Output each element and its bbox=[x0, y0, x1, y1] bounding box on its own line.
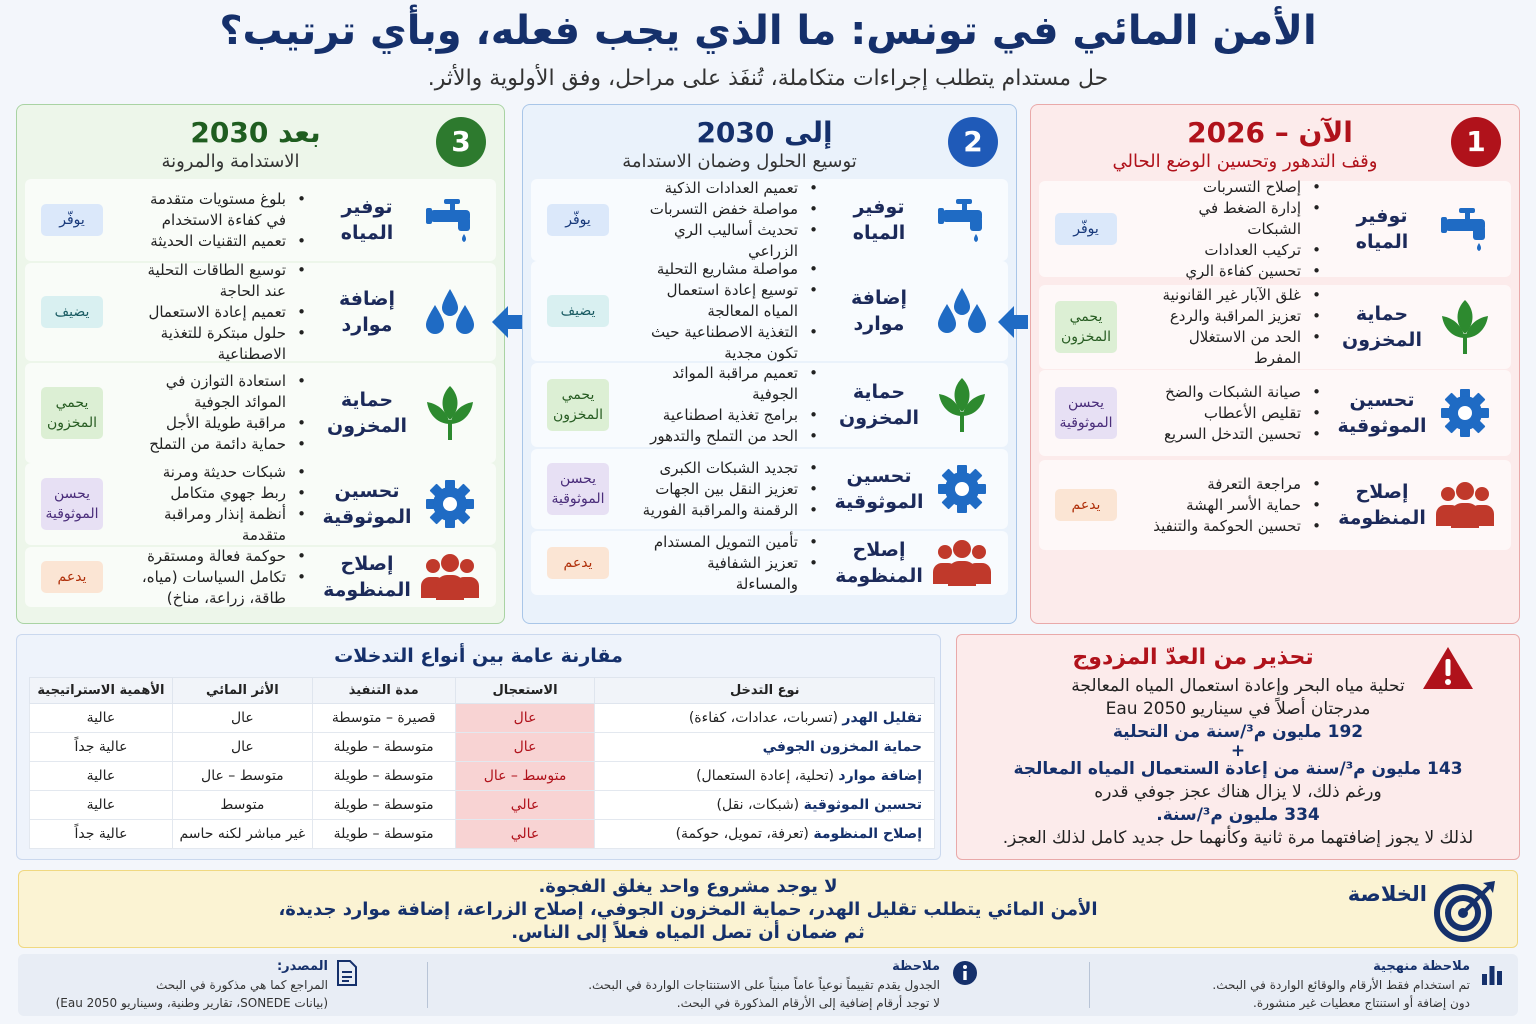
action-row bbox=[25, 547, 496, 607]
action-item: • حلول مبتكرة للتغذية الاصطناعية bbox=[135, 323, 310, 365]
summary-line: الأمن المائي يتطلب تقليل الهدر، حماية المخزون الجوفي، إصلاح الزراعة، إضافة موارد جديدة، bbox=[278, 899, 1098, 920]
importance-cell: عالية bbox=[30, 762, 173, 791]
impact-cell: عال bbox=[172, 733, 312, 762]
summary-title: الخلاصة bbox=[1347, 882, 1427, 906]
action-label: تحسين الموثوقية bbox=[1337, 389, 1427, 437]
summary-line: ثم ضمان أن تصل المياه فعلاً إلى الناس. bbox=[511, 922, 865, 943]
action-row bbox=[25, 179, 496, 261]
action-row bbox=[531, 363, 1008, 447]
warning-line: تحلية مياه البحر وإعادة استعمال المياه المعالجة bbox=[1071, 676, 1405, 696]
action-row bbox=[531, 179, 1008, 261]
info-icon bbox=[952, 960, 978, 986]
action-label: إصلاح المنظومة bbox=[1338, 481, 1426, 529]
phase-3-panel bbox=[16, 104, 505, 624]
action-label: إضافة موارد bbox=[339, 288, 395, 336]
phase-title: الآن – 2026 bbox=[1187, 116, 1353, 149]
action-row bbox=[25, 463, 496, 545]
table-header: الأثر المائي bbox=[172, 678, 312, 704]
action-item: • تعزيز النقل بين الجهات bbox=[641, 479, 822, 500]
page-title: الأمن المائي في تونس: ما الذي يجب فعله، وبأي ترتيب؟ bbox=[219, 8, 1317, 54]
impact-cell: متوسط – عال bbox=[172, 762, 312, 791]
action-row bbox=[25, 260, 496, 363]
people-icon bbox=[930, 531, 994, 595]
table-row bbox=[30, 791, 935, 820]
intervention-type bbox=[595, 733, 935, 762]
table-note: ملاحظة الجدول يقدم تقييماً نوعياً عاماً مبنياً على الاستنتاجات الواردة في البحث. لا توجد أرقام إضافية إلى الأرقام المذكورة في البحث. bbox=[588, 959, 940, 1010]
effect-tag: يحسن الموثوقية bbox=[41, 478, 103, 530]
bar-chart-icon bbox=[1480, 962, 1504, 986]
action-item: • تعزيز الشفافية والمساءلة bbox=[641, 553, 822, 595]
effect-tag: يوفّر bbox=[547, 204, 609, 236]
intervention-type-name: إصلاح المنظومة bbox=[813, 826, 922, 842]
water-drops-icon bbox=[930, 261, 994, 361]
effect-tag: يحمي المخزون bbox=[547, 379, 609, 431]
people-icon bbox=[418, 547, 482, 607]
page-subtitle: حل مستدام يتطلب إجراءات متكاملة، تُنفَذ على مراحل، وفق الأولوية والأثر. bbox=[427, 66, 1109, 91]
action-item: • ربط جهوي متكامل bbox=[135, 483, 310, 504]
action-item: • تعميم إعادة الاستعمال bbox=[135, 302, 310, 323]
impact-cell: عال bbox=[172, 704, 312, 733]
effect-tag: يضيف bbox=[547, 295, 609, 327]
action-item: • التغذية الاصطناعية حيث تكون مجدية bbox=[641, 322, 822, 364]
intervention-type-name: تحسين الموثوقية bbox=[803, 797, 922, 813]
desalination-value: 192 مليون م³/سنة من التحلية bbox=[1112, 722, 1364, 742]
action-items-list bbox=[641, 531, 822, 595]
action-item: • تعزيز المراقبة والردع bbox=[1149, 306, 1325, 327]
plus-sign: + bbox=[1230, 741, 1246, 761]
effect-tag: يدعم bbox=[1055, 489, 1117, 521]
table-row bbox=[30, 762, 935, 791]
table-header: نوع التدخل bbox=[595, 678, 935, 704]
action-item: • تعميم التقنيات الحديثة bbox=[135, 231, 310, 252]
table-header: مدة التنفيذ bbox=[312, 678, 455, 704]
gear-icon bbox=[418, 463, 482, 545]
arrow-left-icon bbox=[492, 304, 522, 340]
action-label: توفير المياه bbox=[340, 196, 394, 244]
summary-line: لا يوجد مشروع واحد يغلق الفجوة. bbox=[538, 876, 838, 897]
phase-number-badge: 3 bbox=[436, 117, 486, 167]
action-label: تحسين الموثوقية bbox=[834, 465, 924, 513]
summary-body bbox=[119, 875, 1257, 944]
leaf-icon bbox=[930, 363, 994, 447]
action-item: • برامج تغذية اصطناعية bbox=[641, 405, 822, 426]
intervention-type-detail: (تسربات، عدادات، كفاءة) bbox=[688, 710, 843, 726]
action-item: • الحد من الاستغلال المفرط bbox=[1149, 327, 1325, 369]
action-item: • تكامل السياسات (مياه، طاقة، زراعة، مناخ) bbox=[135, 567, 310, 609]
action-item: • الرقمنة والمراقبة الفورية bbox=[641, 500, 822, 521]
action-label: تحسين الموثوقية bbox=[322, 480, 412, 528]
table-header: الاستعجال bbox=[455, 678, 595, 704]
warning-title: تحذير من العدّ المزدوج bbox=[1072, 645, 1314, 670]
action-item: • حماية دائمة من التملح bbox=[135, 434, 310, 455]
action-label: إضافة موارد bbox=[851, 287, 907, 335]
action-label: حماية المخزون bbox=[327, 389, 407, 437]
reuse-value: 143 مليون م³/سنة من إعادة الستعمال المياه المعالجة bbox=[1013, 759, 1463, 779]
action-items-list bbox=[135, 363, 310, 463]
phase-number-badge: 1 bbox=[1451, 117, 1501, 167]
action-items-list bbox=[1149, 370, 1325, 456]
intervention-type-name: حماية المخزون الجوفي bbox=[762, 739, 922, 755]
action-row bbox=[1039, 460, 1511, 550]
intervention-type bbox=[595, 791, 935, 820]
duration-cell: متوسطة – طويلة bbox=[312, 762, 455, 791]
action-item: • مراقبة طويلة الأجل bbox=[135, 413, 310, 434]
effect-tag: يدعم bbox=[41, 561, 103, 593]
phase-subtitle: توسيع الحلول وضمان الاستدامة bbox=[622, 151, 857, 172]
warning-line: ورغم ذلك، لا يزال هناك عجز جوفي قدره bbox=[1094, 782, 1382, 802]
action-row bbox=[1039, 370, 1511, 456]
action-item: • تركيب العدادات bbox=[1149, 240, 1325, 261]
importance-cell: عالية bbox=[30, 704, 173, 733]
intervention-type-name: إضافة موارد bbox=[838, 768, 922, 784]
duration-cell: متوسطة – طويلة bbox=[312, 820, 455, 849]
urgency-cell: متوسط – عال bbox=[455, 762, 595, 791]
intervention-type-detail: (تعرفة، تمويل، حوكمة) bbox=[675, 826, 814, 842]
action-label: إصلاح المنظومة bbox=[323, 553, 411, 601]
methodology-note: ملاحظة منهجية تم استخدام فقط الأرقام والوقائع الواردة في البحث. دون إضافة أو استنتاج معطيات غير منشورة. bbox=[1212, 959, 1470, 1010]
faucet-icon bbox=[1433, 181, 1497, 277]
comparison-title: مقارنة عامة بين أنواع التدخلات bbox=[334, 645, 623, 667]
intervention-type-detail: (تحلية، إعادة الستعمال) bbox=[696, 768, 839, 784]
action-row bbox=[531, 449, 1008, 529]
action-item: • إدارة الضغط في الشبكات bbox=[1149, 198, 1325, 240]
action-item: • أنظمة إنذار ومراقبة متقدمة bbox=[135, 504, 310, 546]
warning-body bbox=[967, 675, 1509, 850]
table-row bbox=[30, 733, 935, 762]
deficit-value: 334 مليون م³/سنة. bbox=[1156, 805, 1320, 825]
action-item: • تعميم العدادات الذكية bbox=[641, 178, 822, 199]
action-item: • تحسين كفاءة الري bbox=[1149, 261, 1325, 282]
action-item: • الحد من التملح والتدهور bbox=[641, 426, 822, 447]
leaf-icon bbox=[418, 363, 482, 463]
importance-cell: عالية bbox=[30, 791, 173, 820]
action-row bbox=[531, 531, 1008, 595]
effect-tag: يضيف bbox=[41, 296, 103, 328]
effect-tag: يوفّر bbox=[41, 204, 103, 236]
action-item: • شبكات حديثة ومرنة bbox=[135, 462, 310, 483]
action-item: • استعادة التوازن في الموائد الجوفية bbox=[135, 371, 310, 413]
action-label: حماية المخزون bbox=[1342, 303, 1422, 351]
summary-panel bbox=[18, 870, 1518, 948]
action-item: • تقليص الأعطاب bbox=[1149, 403, 1325, 424]
action-item: • حوكمة فعالة ومستقرة bbox=[135, 546, 310, 567]
table-header: الأهمية الاستراتيجية bbox=[30, 678, 173, 704]
arrow-left-icon bbox=[998, 304, 1028, 340]
target-icon bbox=[1433, 877, 1499, 943]
action-items-list bbox=[135, 260, 310, 363]
action-row bbox=[1039, 285, 1511, 369]
gear-icon bbox=[1433, 370, 1497, 456]
action-items-list bbox=[641, 449, 822, 529]
importance-cell: عالية جداً bbox=[30, 820, 173, 849]
phase-1-panel bbox=[1030, 104, 1520, 624]
urgency-cell: عالي bbox=[455, 820, 595, 849]
effect-tag: يدعم bbox=[547, 547, 609, 579]
action-item: • تحسين الحوكمة والتنفيذ bbox=[1149, 516, 1325, 537]
action-items-list bbox=[1149, 177, 1325, 280]
action-row bbox=[531, 261, 1008, 361]
table-row bbox=[30, 704, 935, 733]
impact-cell: متوسط bbox=[172, 791, 312, 820]
warning-line: لذلك لا يجوز إضافتهما مرة ثانية وكأنهما حل جديد كامل لذلك العجز. bbox=[1002, 828, 1474, 848]
action-items-list bbox=[641, 363, 822, 447]
phase-subtitle: الاستدامة والمرونة bbox=[161, 151, 300, 172]
comparison-table bbox=[29, 677, 935, 849]
action-item: • مواصلة خفض التسربات bbox=[641, 199, 822, 220]
footer bbox=[18, 954, 1518, 1016]
phase-subtitle: وقف التدهور وتحسين الوضع الحالي bbox=[1112, 151, 1378, 172]
intervention-type bbox=[595, 820, 935, 849]
action-row bbox=[1039, 177, 1511, 280]
action-item: • إصلاح التسربات bbox=[1149, 177, 1325, 198]
faucet-icon bbox=[930, 179, 994, 261]
action-item: • تعميم مراقبة الموائد الجوفية bbox=[641, 363, 822, 405]
effect-tag: يحمي المخزون bbox=[1055, 301, 1117, 353]
action-items-list bbox=[135, 463, 310, 545]
action-label: توفير المياه bbox=[852, 196, 906, 244]
intervention-type-name: تقليل الهدر bbox=[842, 710, 922, 726]
action-item: • بلوغ مستويات متقدمة في كفاءة الاستخدام bbox=[135, 189, 310, 231]
duration-cell: متوسطة – طويلة bbox=[312, 791, 455, 820]
effect-tag: يحمي المخزون bbox=[41, 387, 103, 439]
action-item: • تحسين التدخل السريع bbox=[1149, 424, 1325, 445]
intervention-type bbox=[595, 704, 935, 733]
footer-divider bbox=[427, 962, 428, 1008]
phase-title: بعد 2030 bbox=[190, 116, 321, 149]
action-item: • صيانة الشبكات والضخ bbox=[1149, 382, 1325, 403]
action-item: • غلق الآبار غير القانونية bbox=[1149, 285, 1325, 306]
action-items-list bbox=[135, 547, 310, 607]
phase-title: إلى 2030 bbox=[696, 116, 833, 149]
comparison-table-panel bbox=[16, 634, 941, 860]
action-row bbox=[25, 363, 496, 463]
action-item: • تأمين التمويل المستدام bbox=[641, 532, 822, 553]
double-count-warning bbox=[956, 634, 1520, 860]
leaf-icon bbox=[1433, 285, 1497, 369]
source-note: المصدر: المراجع كما هي مذكورة في البحث (بيانات SONEDE، تقارير وطنية، وسيناريو Eau 2050) bbox=[55, 959, 328, 1010]
water-drops-icon bbox=[418, 263, 482, 361]
people-icon bbox=[1433, 460, 1497, 550]
action-items-list bbox=[641, 261, 822, 361]
action-item: • توسيع إعادة استعمال المياه المعالجة bbox=[641, 280, 822, 322]
phase-2-panel bbox=[522, 104, 1017, 624]
action-item: • تجديد الشبكات الكبرى bbox=[641, 458, 822, 479]
importance-cell: عالية جداً bbox=[30, 733, 173, 762]
action-items-list bbox=[135, 179, 310, 261]
footer-divider bbox=[1089, 962, 1090, 1008]
duration-cell: قصيرة – متوسطة bbox=[312, 704, 455, 733]
action-item: • حماية الأسر الهشة bbox=[1149, 495, 1325, 516]
action-items-list bbox=[1149, 285, 1325, 369]
document-icon bbox=[336, 960, 358, 986]
faucet-icon bbox=[418, 179, 482, 261]
action-item: • تحديث أساليب الري الزراعي bbox=[641, 220, 822, 262]
table-row bbox=[30, 820, 935, 849]
action-label: توفير المياه bbox=[1355, 205, 1409, 253]
action-item: • توسيع الطاقات التحلية عند الحاجة bbox=[135, 260, 310, 302]
action-items-list bbox=[1149, 460, 1325, 550]
action-label: حماية المخزون bbox=[839, 381, 919, 429]
action-items-list bbox=[641, 179, 822, 261]
gear-icon bbox=[930, 449, 994, 529]
phase-number-badge: 2 bbox=[948, 117, 998, 167]
action-label: إصلاح المنظومة bbox=[835, 539, 923, 587]
intervention-type bbox=[595, 762, 935, 791]
effect-tag: يحسن الموثوقية bbox=[1055, 387, 1117, 439]
urgency-cell: عال bbox=[455, 733, 595, 762]
impact-cell: غير مباشر لكنه حاسم bbox=[172, 820, 312, 849]
action-item: • مراجعة التعرفة bbox=[1149, 474, 1325, 495]
effect-tag: يوفّر bbox=[1055, 213, 1117, 245]
intervention-type-detail: (شبكات، نقل) bbox=[716, 797, 804, 813]
urgency-cell: عال bbox=[455, 704, 595, 733]
effect-tag: يحسن الموثوقية bbox=[547, 463, 609, 515]
duration-cell: متوسطة – طويلة bbox=[312, 733, 455, 762]
urgency-cell: عالي bbox=[455, 791, 595, 820]
action-item: • مواصلة مشاريع التحلية bbox=[641, 259, 822, 280]
warning-line: مدرجتان أصلاً في سيناريو Eau 2050 bbox=[1105, 699, 1371, 719]
